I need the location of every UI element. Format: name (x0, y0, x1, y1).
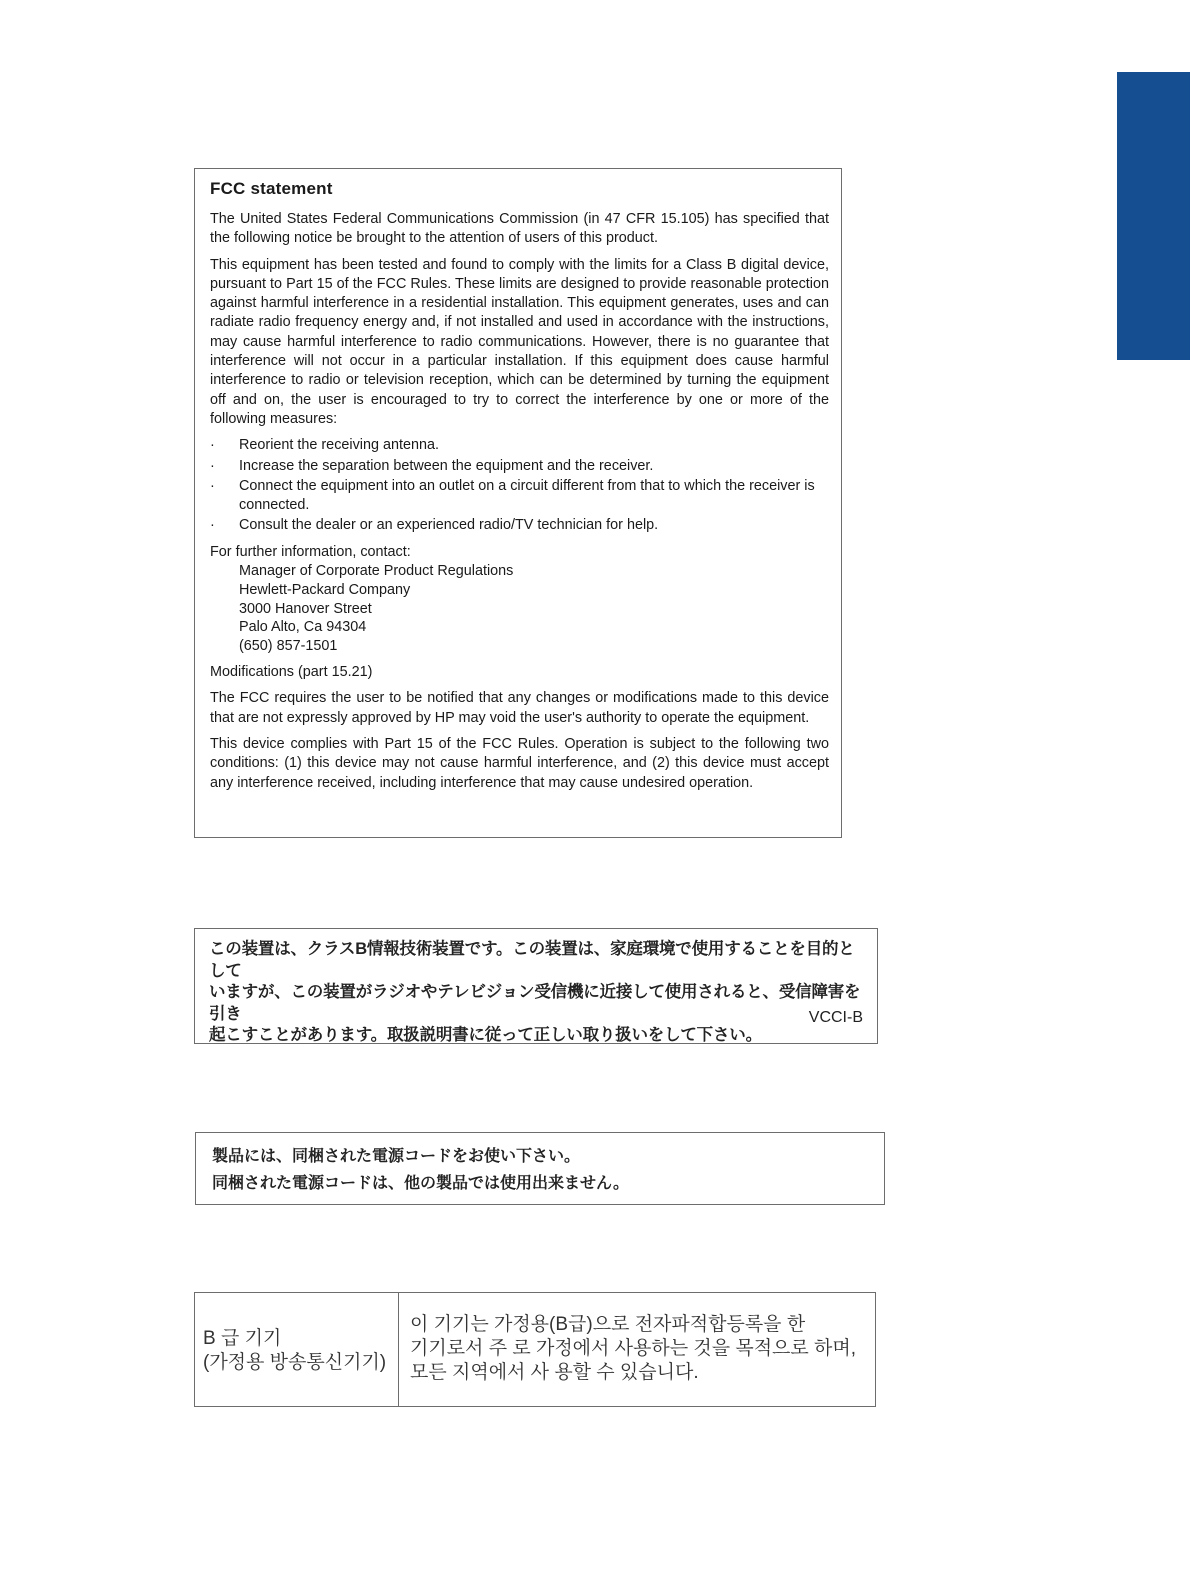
fcc-intro-paragraph: The United States Federal Communications Commission (in 47 CFR 15.105) has specified that the following notice be brought to the attention of users of this product. (210, 211, 829, 247)
fcc-statement-box (194, 168, 842, 838)
vcci-notice-box (194, 928, 878, 1044)
korea-statement-line: 모든 지역에서 사 용할 수 있습니다. (410, 1362, 699, 1383)
korea-class-line: B 급 기기 (203, 1328, 282, 1349)
contact-intro: For further information, contact: (210, 543, 411, 560)
korea-statement-line: 기기로서 주 로 가정에서 사용하는 것을 목적으로 하며, (410, 1338, 857, 1359)
power-cord-notice-box (195, 1132, 885, 1205)
power-cord-line: 製品には、同梱された電源コードをお使い下さい。 (212, 1148, 581, 1165)
korea-notice-box (194, 1292, 876, 1407)
fcc-title: FCC statement (210, 179, 333, 198)
vcci-class-mark: VCCI-B (808, 1009, 863, 1026)
korea-class-line: (가정용 방송통신기기) (203, 1352, 387, 1373)
korea-statement-line: 이 기기는 가정용(B급)으로 전자파적합등록을 한 (410, 1314, 806, 1335)
bullet-dot: · (210, 517, 215, 534)
contact-line: 3000 Hanover Street (239, 600, 372, 617)
bullet-dot: · (210, 437, 215, 454)
korea-class-cell (195, 1293, 399, 1406)
bullet-dot: · (210, 457, 215, 474)
compliance-paragraph: This device complies with Part 15 of the FCC Rules. Operation is subject to the following two conditions: (1) this device may not cause harmful interference, and (2) this device must accept any interference received, including interference that may cause undesired operation. (210, 735, 829, 791)
chapter-side-tab (1117, 72, 1190, 360)
korea-statement-cell (399, 1293, 875, 1406)
vcci-line: この装置は、クラスB情報技術装置です。この装置は、家庭環境で使用することを目的として (209, 940, 855, 980)
bullet-dot: · (210, 477, 215, 494)
modifications-paragraph: The FCC requires the user to be notified that any changes or modifications made to this device that are not expressly approved by HP may void the user's authority to operate the equipment. (210, 690, 829, 726)
vcci-line: 起こすことがあります。取扱説明書に従って正しい取り扱いをして下さい。 (209, 1026, 762, 1044)
modifications-title: Modifications (part 15.21) (210, 664, 373, 681)
contact-line: Manager of Corporate Product Regulations (239, 563, 514, 580)
contact-line: Hewlett-Packard Company (239, 581, 411, 598)
list-item: · Connect the equipment into an outlet on a circuit different from that to which the receiver is connected. (210, 477, 815, 514)
list-item: · Consult the dealer or an experienced radio/TV technician for help. (210, 516, 829, 535)
contact-line: (650) 857-1501 (239, 638, 338, 655)
list-item: · Reorient the receiving antenna. (210, 436, 829, 455)
list-item: · Increase the separation between the equipment and the receiver. (210, 457, 829, 476)
power-cord-line: 同梱された電源コードは、他の製品では使用出来ません。 (212, 1175, 629, 1192)
vcci-line: いますが、この装置がラジオやテレビジョン受信機に近接して使用されると、受信障害を引き (209, 983, 861, 1023)
fcc-measures-list (210, 436, 829, 535)
fcc-class-b-paragraph: This equipment has been tested and found to comply with the limits for a Class B digital device, pursuant to Part 15 of the FCC Rules. These limits are designed to provide reasonable protection against harmful interference in a residential installation. This equipment generates, uses and can radiate radio frequency energy and, if not installed and used in accordance with the instructions, may cause harmful interference to radio communications. However, there is no guarantee that interference will not occur in a particular installation. If this equipment does cause harmful interference to radio or television reception, which can be determined by turning the equipment off and on, the user is encouraged to try to correct the interference by one or more of the following measures: (210, 256, 829, 427)
contact-line: Palo Alto, Ca 94304 (239, 619, 367, 636)
contact-address (210, 562, 829, 656)
